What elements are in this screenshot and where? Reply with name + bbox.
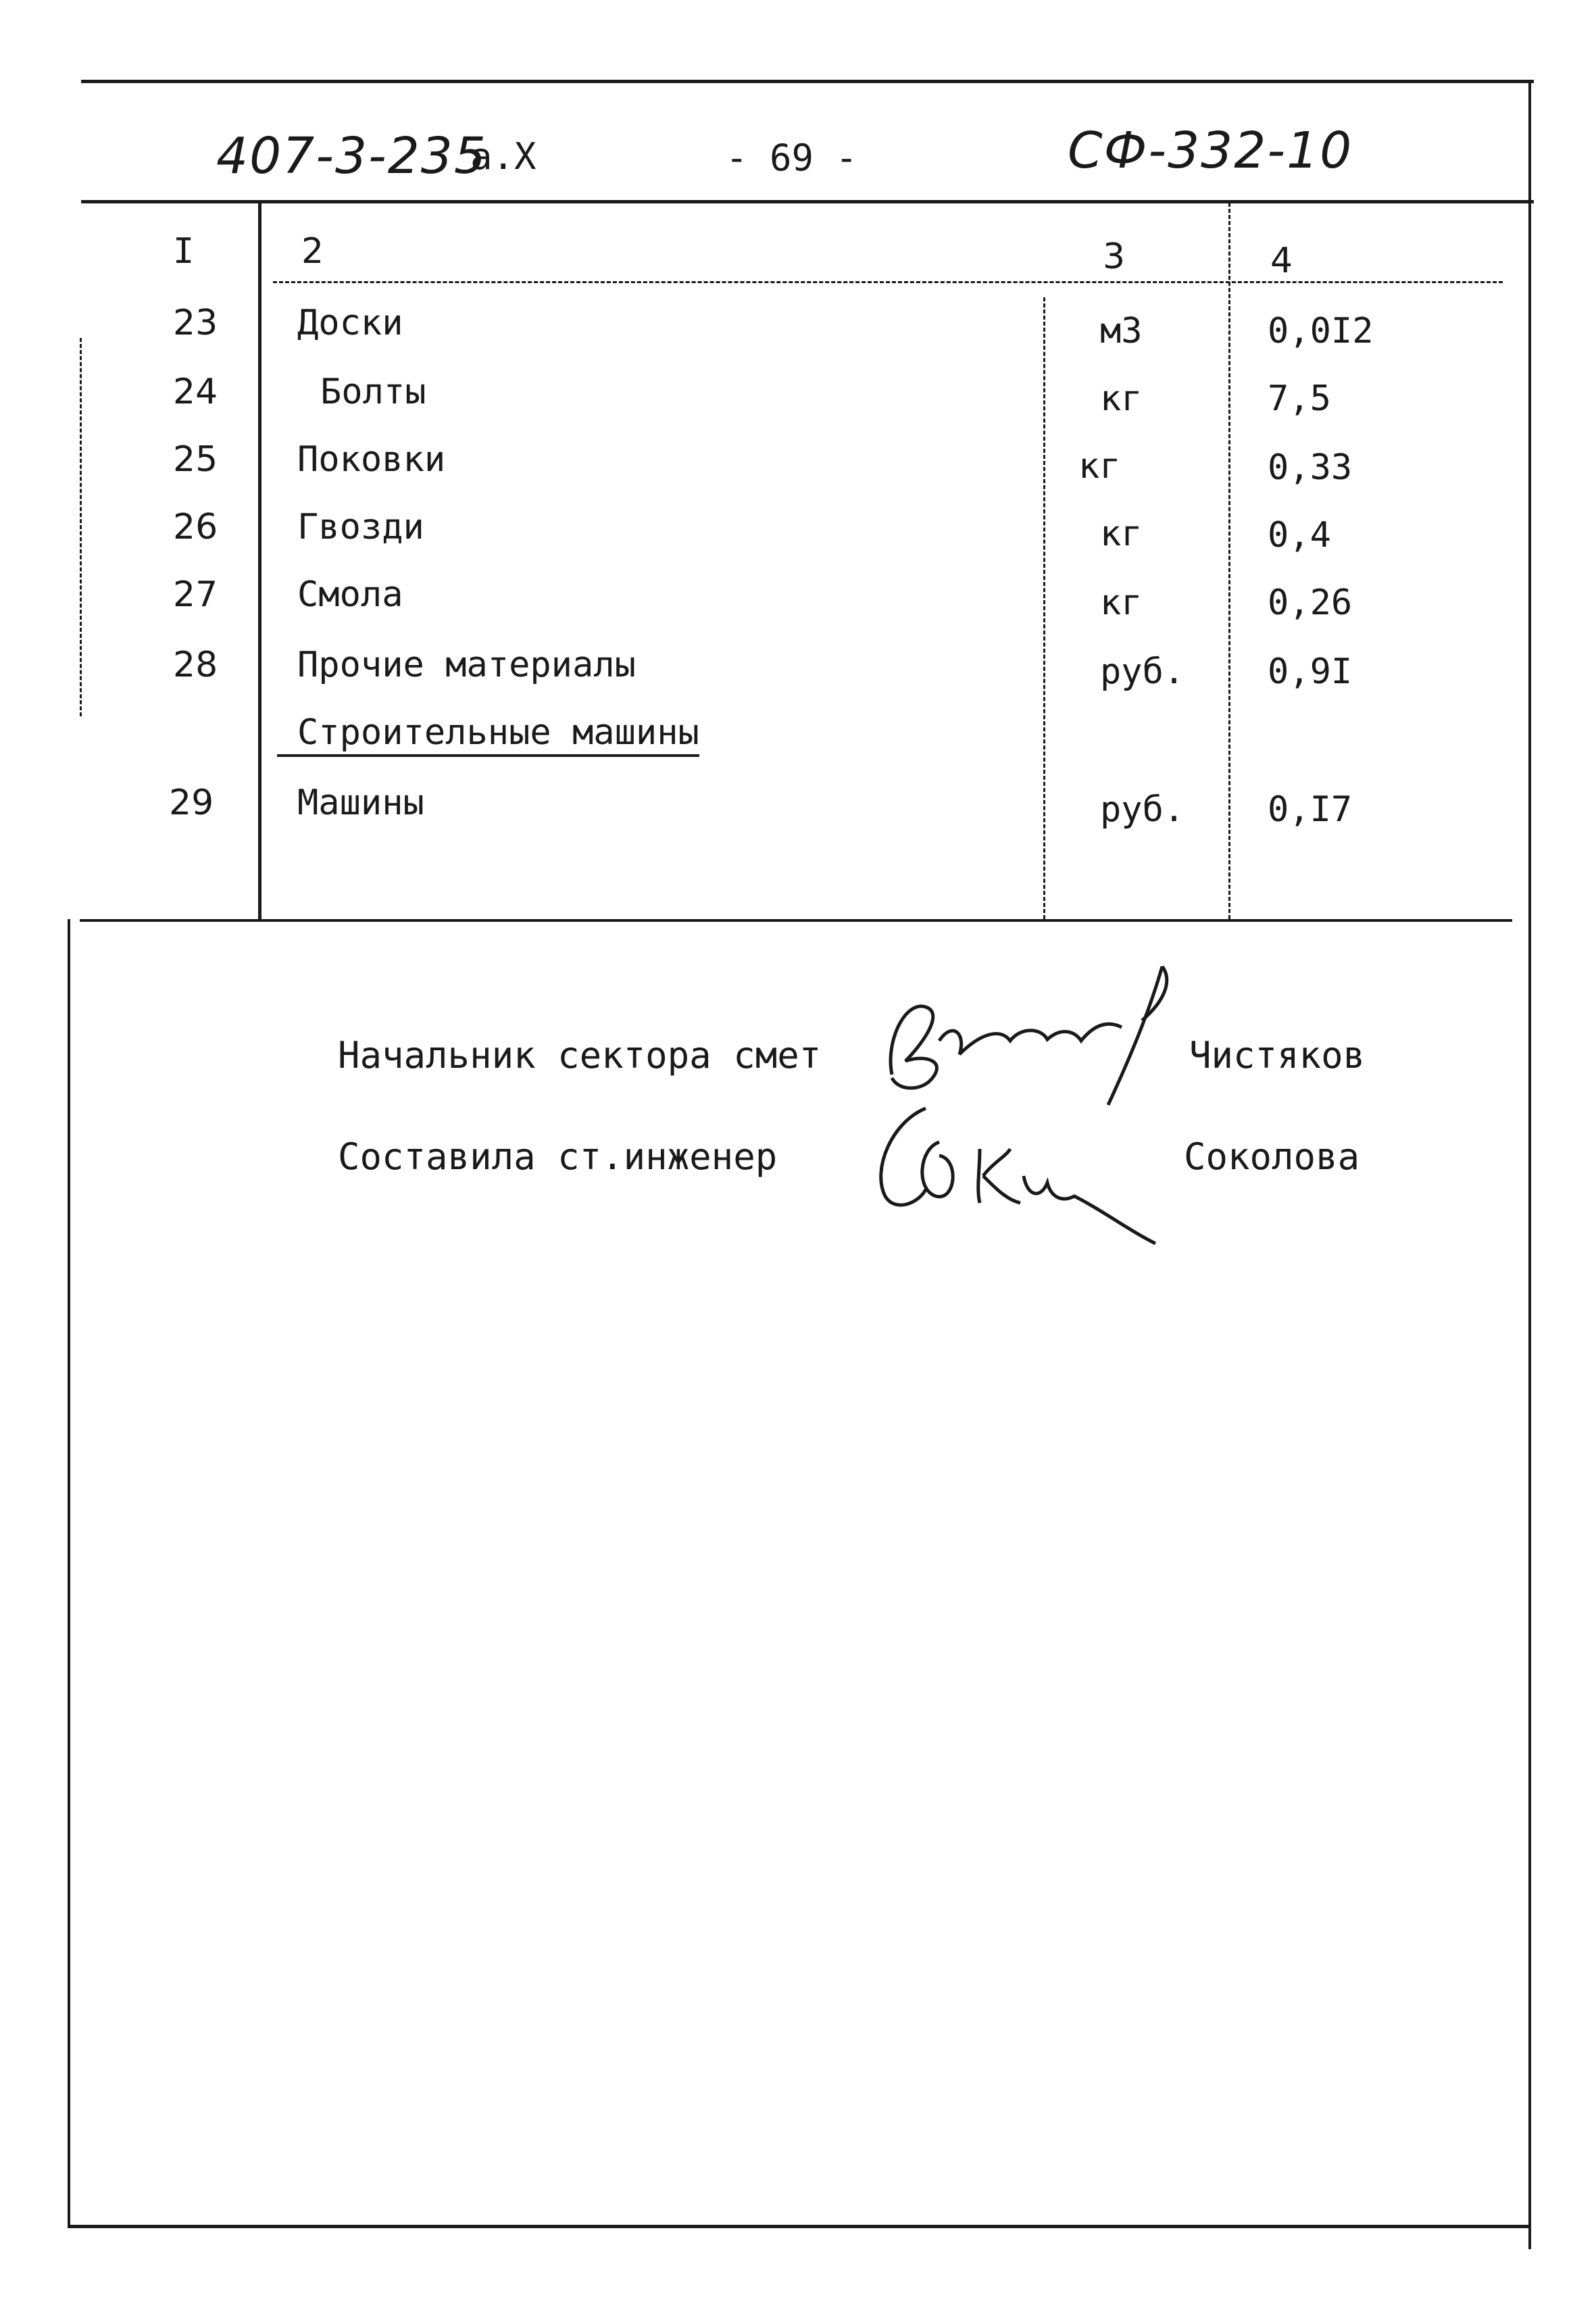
column-header-4: 4 <box>1270 241 1293 281</box>
row-unit: м3 <box>1100 311 1143 351</box>
row-number: 29 <box>169 783 214 823</box>
row-number: 28 <box>173 645 218 685</box>
section-heading: Строительные машины <box>277 712 699 757</box>
row-unit: кг <box>1100 378 1143 419</box>
signatory-role: Начальник сектора смет <box>338 1034 822 1077</box>
column-separator-1 <box>258 201 261 920</box>
row-value: 0,0I2 <box>1268 311 1374 351</box>
sheet-code: СФ-332-10 <box>1068 122 1353 180</box>
page-number: - 69 - <box>726 137 858 179</box>
row-unit: руб. <box>1100 651 1185 692</box>
row-name: Болты <box>320 372 426 412</box>
header-bottom-line <box>81 200 1534 203</box>
album-label: а.Х <box>470 135 537 178</box>
signatory-name: Соколова <box>1184 1135 1360 1178</box>
row-number: 24 <box>173 372 218 412</box>
row-value: 0,33 <box>1268 447 1353 488</box>
column-separator-2 <box>1043 297 1045 919</box>
row-number: 25 <box>173 439 218 480</box>
column-header-1: I <box>173 231 195 272</box>
row-name: Поковки <box>297 439 446 480</box>
frame-top-line <box>81 80 1534 83</box>
row-name: Машины <box>297 783 424 823</box>
frame-right-line <box>1528 80 1531 2249</box>
signatory-name: Чистяков <box>1189 1034 1366 1077</box>
column-header-3: 3 <box>1103 237 1126 277</box>
table-bottom-line <box>80 919 1512 922</box>
signatory-role: Составила ст.инженер <box>338 1135 778 1178</box>
frame-left-line <box>68 919 70 2227</box>
row-name: Смола <box>297 574 403 615</box>
row-name: Прочие материалы <box>297 645 636 685</box>
row-name: Доски <box>297 303 403 343</box>
handwritten-signature <box>845 1095 1169 1257</box>
row-number: 23 <box>173 303 218 343</box>
row-number: 26 <box>173 507 218 547</box>
row-unit: руб. <box>1100 789 1185 830</box>
frame-bottom-line <box>68 2225 1531 2228</box>
column-header-2: 2 <box>301 231 324 272</box>
column-header-underline <box>273 281 1503 283</box>
handwritten-signature <box>865 960 1189 1115</box>
row-value: 0,9I <box>1268 651 1353 692</box>
row-value: 0,26 <box>1268 583 1353 623</box>
project-code: 407-3-235 <box>216 127 487 185</box>
row-value: 0,4 <box>1268 515 1331 556</box>
left-edge-dashes <box>80 338 82 716</box>
row-name: Гвозди <box>297 507 424 547</box>
row-value: 0,I7 <box>1268 789 1353 830</box>
row-unit: кг <box>1078 446 1121 487</box>
row-unit: кг <box>1100 583 1143 623</box>
row-number: 27 <box>173 574 218 615</box>
row-unit: кг <box>1100 514 1143 554</box>
row-value: 7,5 <box>1268 378 1331 419</box>
column-separator-3 <box>1228 203 1230 919</box>
